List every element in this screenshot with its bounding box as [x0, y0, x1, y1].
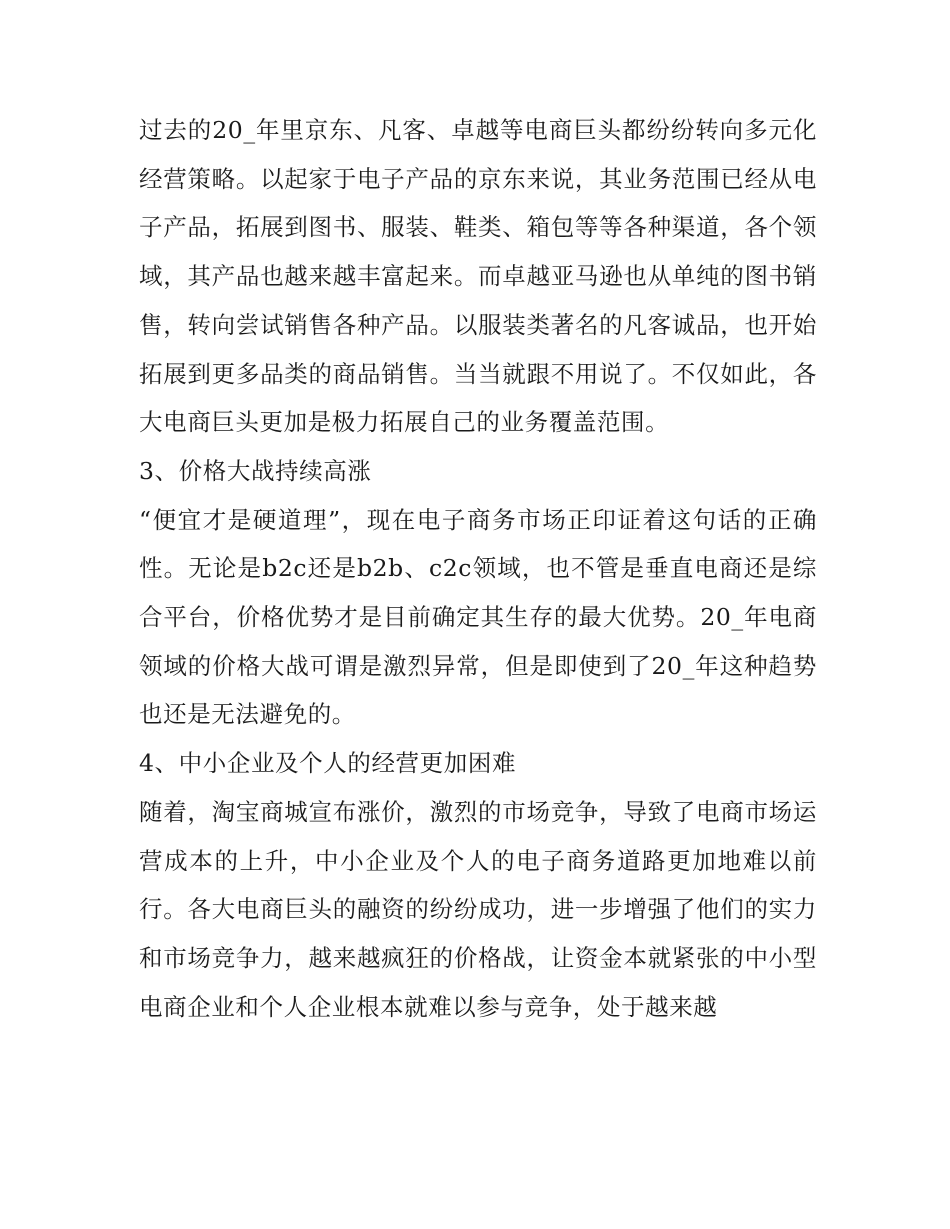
paragraph-diversification: 过去的20_年里京东、凡客、卓越等电商巨头都纷纷转向多元化经营策略。以起家于电子产品的京东来说，其业务范围已经从电子产品，拓展到图书、服装、鞋类、箱包等等各种渠道，各个领域，其产品也越来越丰富起来。而卓越亚马逊也从单纯的图书销售，转向尝试销售各种产品。以服装类著名的凡客诚品，也开始拓展到更多品类的商品销售。当当就跟不用说了。不仅如此，各大电商巨头更加是极力拓展自己的业务覆盖范围。	[139, 116, 817, 437]
section-heading-sme-difficulty: 4、中小企业及个人的经营更加困难	[139, 749, 517, 778]
paragraph-sme-difficulty: 随着，淘宝商城宣布涨价，激烈的市场竞争，导致了电商市场运营成本的上升，中小企业及个人的电子商务道路更加地难以前行。各大电商巨头的融资的纷纷成功，进一步增强了他们的实力和市场竞争力，越来越疯狂的价格战，让资金本就紧张的中小型电商企业和个人企业根本就难以参与竞争，处于越来越	[139, 797, 817, 1021]
section-heading-price-war: 3、价格大战持续高涨	[139, 456, 372, 485]
document-page	[139, 106, 817, 1031]
paragraph-price-war: “便宜才是硬道理”，现在电子商务市场正印证着这句话的正确性。无论是b2c还是b2b、c2c领域，也不管是垂直电商还是综合平台，价格优势才是目前确定其生存的最大优势。20_年电商领域的价格大战可谓是激烈异常，但是即使到了20_年这种趋势也还是无法避免的。	[139, 505, 817, 729]
